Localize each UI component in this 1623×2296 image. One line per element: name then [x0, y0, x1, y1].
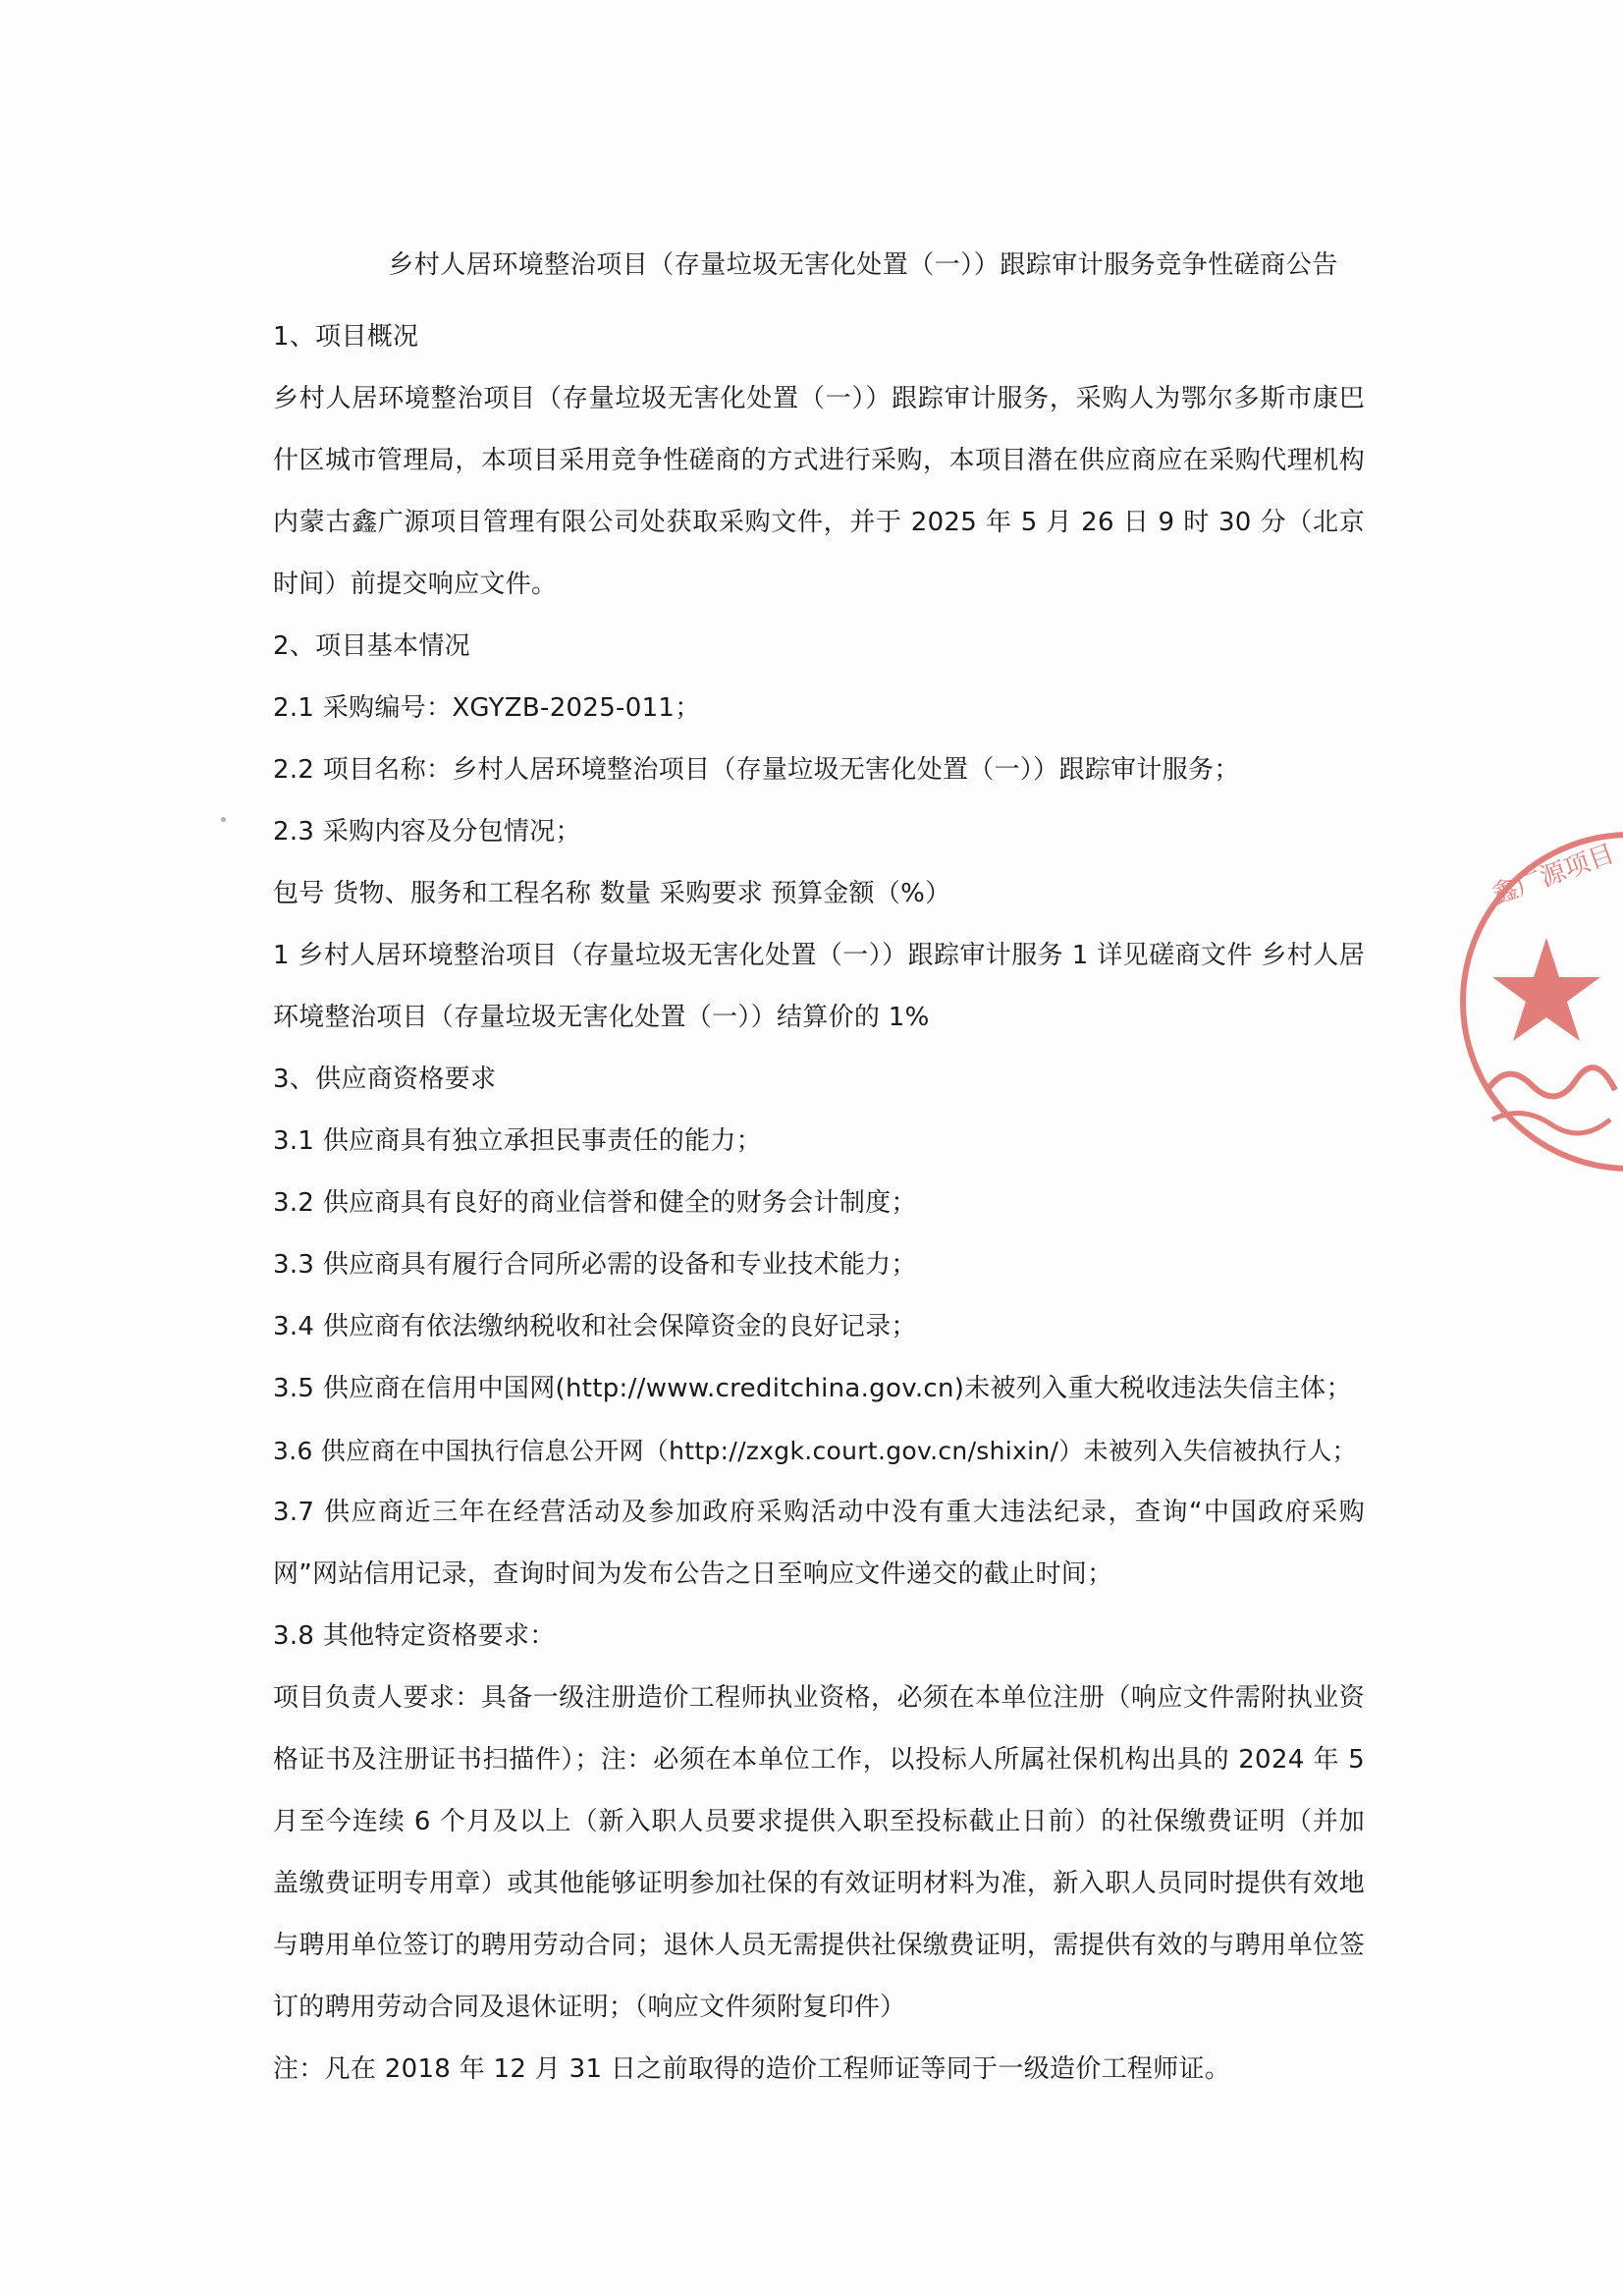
package-table-row: 1 乡村人居环境整治项目（存量垃圾无害化处置（一））跟踪审计服务 1 详见磋商文件 乡村人居环境整治项目（存量垃圾无害化处置（一））结算价的 1%	[273, 941, 1365, 1032]
item-3-8: 3.8 其他特定资格要求：	[273, 1621, 556, 1651]
item-2-3: 2.3 采购内容及分包情况；	[273, 817, 581, 847]
package-table-header: 包号 货物、服务和工程名称 数量 采购要求 预算金额（%）	[273, 879, 951, 908]
scan-speck	[221, 817, 226, 822]
section-2-heading: 2、项目基本情况	[273, 631, 470, 661]
item-3-3: 3.3 供应商具有履行合同所必需的设备和专业技术能力；	[273, 1250, 917, 1280]
requirement-paragraph: 项目负责人要求：具备一级注册造价工程师执业资格，必须在本单位注册（响应文件需附执业资格证书及注册证书扫描件）；注：必须在本单位工作，以投标人所属社保机构出具的 2024 年 5 月至今连续 6 个月及以上（新入职人员要求提供入职至投标截止日前）的社保缴费证明（并加盖缴费证明专用章）或其他能够证明参加社保的有效证明材料为准，新入职人员同时提供有效地与聘用单位签订的聘用劳动合同；退休人员无需提供社保缴费证明，需提供有效的与聘用单位签订的聘用劳动合同及退休证明；（响应文件须附复印件）	[273, 1683, 1365, 2022]
document-title: 乡村人居环境整治项目（存量垃圾无害化处置（一））跟踪审计服务竞争性磋商公告	[388, 250, 1338, 280]
seal-star-icon	[1492, 938, 1600, 1041]
seal-stamp	[1453, 825, 1623, 1178]
document-body	[273, 246, 1365, 2101]
section-1-heading: 1、项目概况	[273, 322, 419, 352]
item-3-4: 3.4 供应商有依法缴纳税收和社会保障资金的良好记录；	[273, 1312, 917, 1341]
item-3-6: 3.6 供应商在中国执行信息公开网（http://zxgk.court.gov.cn/shixin/）未被列入失信被执行人；	[273, 1437, 1357, 1465]
item-2-2: 2.2 项目名称：乡村人居环境整治项目（存量垃圾无害化处置（一））跟踪审计服务；	[273, 755, 1240, 785]
seal-mark-2	[1492, 1114, 1610, 1133]
item-2-1: 2.1 采购编号：XGYZB-2025-011；	[273, 693, 701, 723]
section-3-heading: 3、供应商资格要求	[273, 1065, 497, 1094]
note: 注：凡在 2018 年 12 月 31 日之前取得的造价工程师证等同于一级造价工程师证。	[273, 2054, 1231, 2084]
section-1-paragraph: 乡村人居环境整治项目（存量垃圾无害化处置（一））跟踪审计服务，采购人为鄂尔多斯市康巴什区城市管理局，本项目采用竞争性磋商的方式进行采购，本项目潜在供应商应在采购代理机构内蒙古鑫广源项目管理有限公司处获取采购文件，并于 2025 年 5 月 26 日 9 时 30 分（北京时间）前提交响应文件。	[273, 384, 1365, 599]
seal-text: 鑫广源项目	[1488, 839, 1619, 911]
item-3-5: 3.5 供应商在信用中国网(http://www.creditchina.gov.cn)未被列入重大税收违法失信主体；	[273, 1374, 1352, 1403]
item-3-2: 3.2 供应商具有良好的商业信誉和健全的财务会计制度；	[273, 1188, 917, 1218]
item-3-7: 3.7 供应商近三年在经营活动及参加政府采购活动中没有重大违法纪录，查询“中国政府采购网”网站信用记录，查询时间为发布公告之日至响应文件递交的截止时间；	[273, 1498, 1365, 1589]
seal-mark	[1488, 1067, 1615, 1096]
item-3-1: 3.1 供应商具有独立承担民事责任的能力；	[273, 1126, 762, 1156]
